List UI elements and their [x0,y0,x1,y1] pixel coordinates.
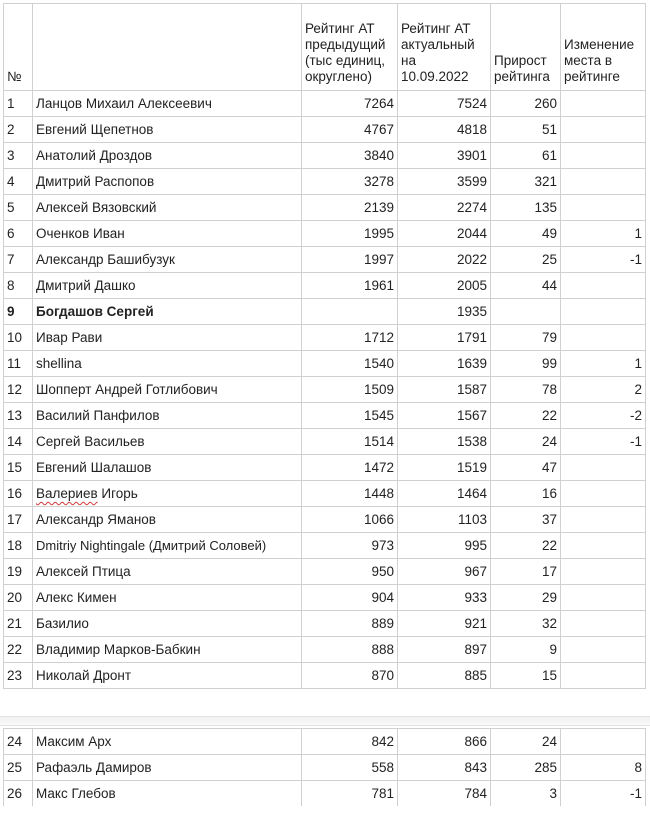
cell-num[interactable]: 17 [4,507,33,533]
rating-table [3,3,646,689]
table-row [4,299,646,325]
cell-growth[interactable]: 29 [491,585,561,611]
cell-name[interactable]: Ланцов Михаил Алексеевич [33,91,302,117]
header-place-change[interactable]: Изменение места в рейтинге [561,4,646,91]
cell-change[interactable] [561,663,646,689]
cell-prev[interactable]: 870 [302,663,398,689]
cell-num[interactable]: 4 [4,169,33,195]
cell-change[interactable] [561,273,646,299]
table-row [4,247,646,273]
cell-cur[interactable]: 7524 [398,91,491,117]
cell-prev[interactable] [302,299,398,325]
cell-name[interactable]: Алексей Вязовский [33,195,302,221]
cell-growth[interactable]: 99 [491,351,561,377]
header-num[interactable]: № [4,4,33,91]
table-row [4,403,646,429]
cell-num[interactable]: 1 [4,91,33,117]
cell-name[interactable]: Дмитрий Дашко [33,273,302,299]
cell-change[interactable] [561,117,646,143]
cell-prev[interactable]: 1712 [302,325,398,351]
cell-name[interactable]: Анатолий Дроздов [33,143,302,169]
cell-growth[interactable]: 24 [491,429,561,455]
cell-name[interactable] [33,481,302,507]
cell-growth[interactable]: 78 [491,377,561,403]
cell-prev[interactable]: 2139 [302,195,398,221]
cell-name[interactable]: Базилио [33,611,302,637]
cell-num[interactable]: 25 [4,755,33,781]
cell-growth[interactable]: 22 [491,533,561,559]
cell-num[interactable]: 12 [4,377,33,403]
cell-prev[interactable]: 781 [302,781,398,807]
cell-cur[interactable]: 2274 [398,195,491,221]
table-row [4,755,646,781]
cell-growth[interactable]: 16 [491,481,561,507]
name-rest: Игорь [97,486,138,501]
table-row [4,273,646,299]
cell-change[interactable] [561,299,646,325]
cell-change[interactable] [561,611,646,637]
table-row [4,559,646,585]
name-misspelled-part: Валериев [36,486,98,501]
cell-name[interactable]: Сергей Васильев [33,429,302,455]
cell-prev[interactable]: 888 [302,637,398,663]
table-row [4,195,646,221]
cell-change[interactable]: 2 [561,377,646,403]
cell-cur[interactable]: 1639 [398,351,491,377]
cell-num[interactable]: 7 [4,247,33,273]
cell-cur[interactable]: 1464 [398,481,491,507]
cell-prev[interactable]: 1472 [302,455,398,481]
cell-growth[interactable]: 24 [491,729,561,755]
cell-cur[interactable]: 866 [398,729,491,755]
cell-cur[interactable]: 1567 [398,403,491,429]
cell-growth[interactable]: 22 [491,403,561,429]
cell-growth[interactable]: 321 [491,169,561,195]
cell-cur[interactable]: 967 [398,559,491,585]
table-row [4,429,646,455]
cell-num[interactable]: 16 [4,481,33,507]
cell-num[interactable]: 15 [4,455,33,481]
cell-growth[interactable]: 9 [491,637,561,663]
table-row [4,351,646,377]
cell-prev[interactable]: 842 [302,729,398,755]
cell-prev[interactable]: 1448 [302,481,398,507]
cell-num[interactable]: 5 [4,195,33,221]
cell-name[interactable]: Оченков Иван [33,221,302,247]
cell-change[interactable] [561,169,646,195]
cell-num[interactable]: 21 [4,611,33,637]
cell-cur[interactable]: 1935 [398,299,491,325]
cell-num[interactable]: 13 [4,403,33,429]
cell-name[interactable]: Максим Арх [33,729,302,755]
cell-cur[interactable]: 897 [398,637,491,663]
table-row [4,221,646,247]
cell-change[interactable] [561,455,646,481]
cell-num[interactable]: 26 [4,781,33,807]
cell-cur[interactable]: 3901 [398,143,491,169]
cell-prev[interactable]: 4767 [302,117,398,143]
cell-prev[interactable]: 1997 [302,247,398,273]
cell-cur[interactable]: 933 [398,585,491,611]
cell-cur[interactable]: 921 [398,611,491,637]
cell-name[interactable]: Алексей Птица [33,559,302,585]
cell-prev[interactable]: 1509 [302,377,398,403]
table-row [4,611,646,637]
cell-cur[interactable]: 1791 [398,325,491,351]
table-row [4,533,646,559]
table-row [4,377,646,403]
cell-change[interactable] [561,325,646,351]
cell-growth[interactable]: 49 [491,221,561,247]
cell-num[interactable]: 22 [4,637,33,663]
table-row [4,169,646,195]
cell-num[interactable]: 2 [4,117,33,143]
cell-name[interactable]: Евгений Шалашов [33,455,302,481]
cell-change[interactable] [561,195,646,221]
cell-change[interactable] [561,507,646,533]
header-growth[interactable]: Прирост рейтинга [491,4,561,91]
cell-num[interactable]: 10 [4,325,33,351]
cell-change[interactable]: 8 [561,755,646,781]
cell-num[interactable]: 8 [4,273,33,299]
table-row [4,455,646,481]
header-current-rating[interactable]: Рейтинг АТ актуальный на 10.09.2022 [398,4,491,91]
cell-name[interactable]: shellina [33,351,302,377]
cell-growth[interactable]: 285 [491,755,561,781]
header-row [4,4,646,91]
table-row [4,585,646,611]
cell-num[interactable]: 18 [4,533,33,559]
cell-change[interactable] [561,143,646,169]
cell-cur[interactable]: 1519 [398,455,491,481]
cell-change[interactable] [561,729,646,755]
rating-table-continued [3,728,646,806]
cell-num[interactable]: 24 [4,729,33,755]
cell-prev[interactable]: 1545 [302,403,398,429]
cell-change[interactable]: 1 [561,221,646,247]
table-row [4,637,646,663]
table-row [4,507,646,533]
cell-growth[interactable]: 15 [491,663,561,689]
cell-growth[interactable]: 260 [491,91,561,117]
cell-growth[interactable]: 79 [491,325,561,351]
cell-change[interactable] [561,637,646,663]
cell-name[interactable]: Богдашов Сергей [33,299,302,325]
table-row [4,663,646,689]
table-row [4,325,646,351]
cell-cur[interactable]: 2005 [398,273,491,299]
cell-name[interactable]: Dmitriy Nightingale (Дмитрий Соловей) [33,533,302,559]
cell-num[interactable]: 20 [4,585,33,611]
cell-growth[interactable]: 3 [491,781,561,807]
cell-num[interactable]: 23 [4,663,33,689]
cell-growth[interactable]: 135 [491,195,561,221]
cell-change[interactable]: -1 [561,781,646,807]
cell-growth[interactable]: 32 [491,611,561,637]
cell-num[interactable]: 6 [4,221,33,247]
cell-prev[interactable]: 3278 [302,169,398,195]
cell-change[interactable]: -2 [561,403,646,429]
cell-change[interactable] [561,91,646,117]
cell-cur[interactable]: 995 [398,533,491,559]
cell-name[interactable]: Евгений Щепетнов [33,117,302,143]
cell-change[interactable]: -1 [561,429,646,455]
cell-name[interactable]: Рафаэль Дамиров [33,755,302,781]
cell-prev[interactable]: 950 [302,559,398,585]
cell-growth[interactable]: 47 [491,455,561,481]
cell-change[interactable] [561,585,646,611]
cell-prev[interactable]: 3840 [302,143,398,169]
cell-growth[interactable]: 44 [491,273,561,299]
cell-prev[interactable]: 1540 [302,351,398,377]
cell-growth[interactable]: 37 [491,507,561,533]
cell-growth[interactable]: 61 [491,143,561,169]
cell-name[interactable]: Дмитрий Распопов [33,169,302,195]
cell-name[interactable]: Ивар Рави [33,325,302,351]
cell-growth[interactable] [491,299,561,325]
cell-prev[interactable]: 7264 [302,91,398,117]
table-row [4,91,646,117]
cell-cur[interactable]: 784 [398,781,491,807]
cell-change[interactable] [561,481,646,507]
cell-name[interactable]: Николай Дронт [33,663,302,689]
cell-cur[interactable]: 2044 [398,221,491,247]
header-name[interactable] [33,4,302,91]
cell-num[interactable]: 3 [4,143,33,169]
cell-prev[interactable]: 904 [302,585,398,611]
cell-growth[interactable]: 51 [491,117,561,143]
header-prev-rating[interactable]: Рейтинг АТ предыдущий (тыс единиц, округлено) [302,4,398,91]
table-row [4,781,646,807]
cell-growth[interactable]: 17 [491,559,561,585]
table-row [4,481,646,507]
cell-name[interactable]: Александр Башибузук [33,247,302,273]
cell-cur[interactable]: 1538 [398,429,491,455]
cell-num[interactable]: 9 [4,299,33,325]
cell-prev[interactable]: 1995 [302,221,398,247]
table-row [4,729,646,755]
cell-num[interactable]: 19 [4,559,33,585]
cell-cur[interactable]: 1103 [398,507,491,533]
cell-prev[interactable]: 973 [302,533,398,559]
cell-cur[interactable]: 885 [398,663,491,689]
cell-growth[interactable]: 25 [491,247,561,273]
cell-cur[interactable]: 1587 [398,377,491,403]
cell-name[interactable]: Александр Яманов [33,507,302,533]
cell-name[interactable]: Шопперт Андрей Готлибович [33,377,302,403]
table-row [4,143,646,169]
cell-change[interactable] [561,559,646,585]
cell-prev[interactable]: 558 [302,755,398,781]
page-break-gap [0,716,650,726]
cell-prev[interactable]: 889 [302,611,398,637]
cell-cur[interactable]: 2022 [398,247,491,273]
cell-cur[interactable]: 3599 [398,169,491,195]
cell-num[interactable]: 11 [4,351,33,377]
cell-prev[interactable]: 1066 [302,507,398,533]
cell-name[interactable]: Макс Глебов [33,781,302,807]
cell-name[interactable]: Алекс Кимен [33,585,302,611]
cell-cur[interactable]: 4818 [398,117,491,143]
table-row [4,117,646,143]
cell-change[interactable] [561,533,646,559]
cell-change[interactable]: 1 [561,351,646,377]
cell-prev[interactable]: 1961 [302,273,398,299]
cell-cur[interactable]: 843 [398,755,491,781]
cell-prev[interactable]: 1514 [302,429,398,455]
cell-change[interactable]: -1 [561,247,646,273]
cell-name[interactable]: Василий Панфилов [33,403,302,429]
cell-num[interactable]: 14 [4,429,33,455]
cell-name[interactable]: Владимир Марков-Бабкин [33,637,302,663]
